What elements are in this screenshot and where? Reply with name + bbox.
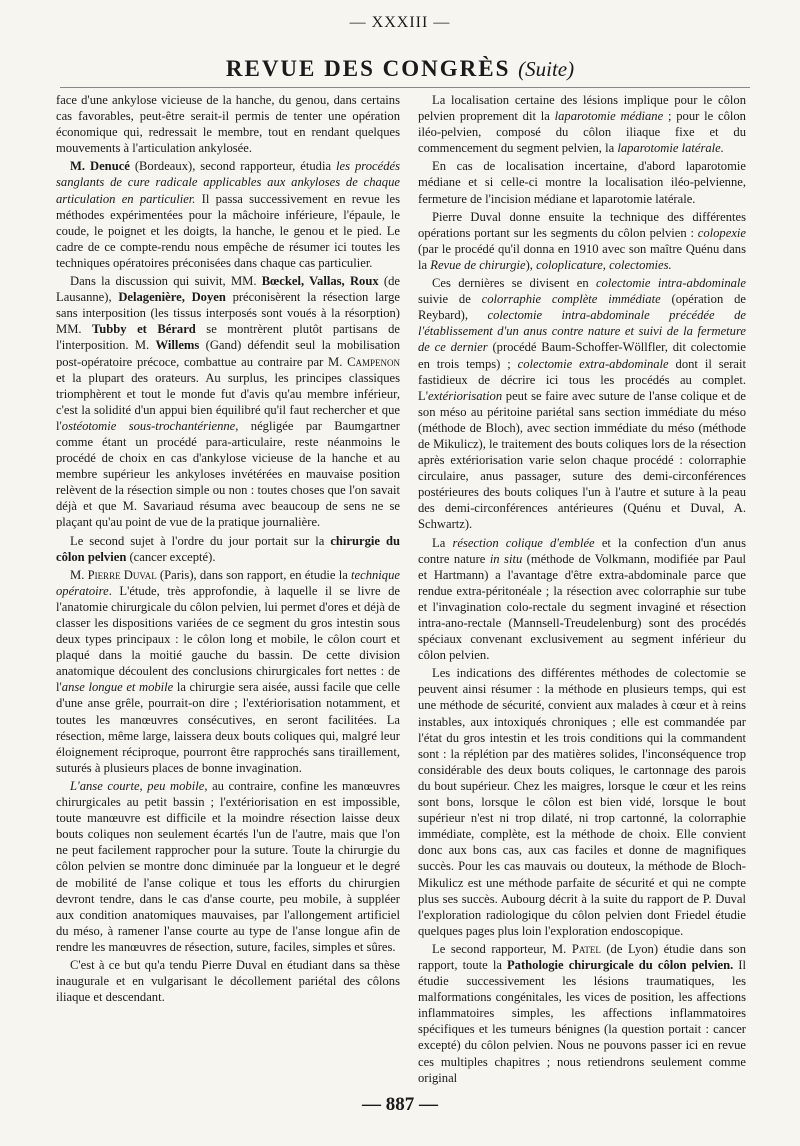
text-run: et la plupart des orateurs. Au surplus, les principes classiques triomphèrent et tout le monde fut d'avis qu'au membre inférieur, c'est la solidité d'un appui bien équilibré qu'il faut rechercher et que l' xyxy=(56,370,400,433)
paragraph: C'est à ce but qu'a tendu Pierre Duval en étudiant dans sa thèse inaugurale et en vulgarisant le décollement pariétal des côlons iliaque et descendant. xyxy=(56,957,400,1005)
italic-run: colectomie extra-abdominale xyxy=(517,356,669,371)
text-run: . L'étude, très approfondie, à laquelle il se livre de l'anatomie chirurgicale du côlon pelvien, lui permet d'ores et déjà de classer les dispositions variées de ce segment du gros intestin sous deux types principaux : le côlon long et mobile, le côlon court et plaqué dans la moitié gauche du bassin. De cette division anatomique découlent des conclusions chirurgicales fort nettes : de l' xyxy=(56,583,400,695)
left-column xyxy=(56,92,400,1005)
paragraph xyxy=(56,533,400,565)
text-run: Pierre Duval donne ensuite la technique des différentes opérations portant sur les segments du côlon pelvien : xyxy=(418,209,746,240)
header-rule xyxy=(60,87,750,88)
text-run: préconisèrent la résection large sans interposition (les tissus interposés sont voués à la résorption) MM. xyxy=(56,290,400,337)
text-run: La xyxy=(432,535,453,550)
text-run: (de Lyon) étudie dans son rapport, toute la xyxy=(418,941,746,972)
italic-run: L'anse courte, peu mobile xyxy=(70,778,205,793)
italic-run: colectomie intra-abdominale précédée de l'établissement d'un anus contre nature et suivi de la fermeture de ce dernier xyxy=(418,308,746,355)
text-run: (par le procédé qu'il donna en 1910 avec son maître Quénu dans la xyxy=(418,241,746,272)
italic-run: colorraphie complète immédiate xyxy=(481,292,661,307)
person-name: M. Denucé xyxy=(70,159,130,174)
italic-run: laparotomie latérale. xyxy=(617,141,724,156)
topic-heading: chirurgie du côlon pelvien xyxy=(56,533,400,564)
text-run: (Gand) défendit seul la mobilisation post-opératoire précoce, combattue au contraire par M. xyxy=(56,338,400,369)
running-title xyxy=(0,56,800,82)
paragraph xyxy=(418,535,746,664)
small-caps-name: Campenon xyxy=(347,354,400,369)
text-run: dont il serait fastidieux de décrire ici tous les procédés au complet. L' xyxy=(418,356,746,403)
paragraph xyxy=(418,92,746,156)
text-run: La localisation certaine des lésions implique pour le côlon pelvien proprement dit la xyxy=(418,93,746,124)
italic-run: anse longue et mobile xyxy=(61,680,174,695)
text-run: , négligée par Baumgartner comme étant un procédé para-articulaire, reste néanmoins le procédé de choix en cas d'ankylose vicieuse de la hanche et au membre supérieur les ankyloses invétérées en mauvaise position relèvent de la résection simple ou non : toutes choses que l'on savait déjà et que M. Savariaud résuma avec beaucoup de sens ne se plaçant qu'au point de vue de la pratique journalière. xyxy=(56,418,400,530)
paragraph: En cas de localisation incertaine, d'abord laparotomie médiane et si celle-ci montre la localisation iléo-pelvienne, fermeture de l'incision médiane et laparotomie latérale. xyxy=(418,159,746,206)
text-run: , au contraire, confine les manœuvres chirurgicales au petit bassin ; l'extériorisation en est impossible, toute manœuvre est difficile et la moindre résection laisse deux bouts coliques non seulement écartés l'un de l'autre, mais que l'on ne peut facilement rapprocher pour la suture. Toute la chirurgie du côlon pelvien se montre donc diminuée par la longueur et le degré de mobilité de l'anse colique et tous les efforts du chirurgien devront tendre, dans le cas d'anse courte, peu mobile, à suppléer aux condition anatomiques mauvaises, par l'allongement artificiel du méso, à ramener l'anse courte au type de l'anse longue afin de rendre les manœuvres de résection, suture, faciles, simples et sûres. xyxy=(56,778,400,954)
text-run: Ces dernières se divisent en xyxy=(432,276,596,291)
paragraph xyxy=(56,778,400,955)
person-name: Tubby et Bérard xyxy=(92,322,196,337)
paragraph: Les indications des différentes méthodes de colectomie se peuvent ainsi résumer : la méthode en plusieurs temps, qui est une méthode de sécurité, convient aux malades à cœur et à reins instables, aux intoxiqués chroniques ; elle est commandée par l'état du gros intestin et les trois conditions qui la commandent sont : la réplétion par des matières solides, l'inconséquence trop considérable des deux bouts coliques, le cartonnage des parois du bout supérieur. Chez les maigres, lorsque le cœur et les reins sont bons, lorsque le côlon est bien vidé, lorsque le bout supérieur n'est ni trop dilaté, ni trop cartonné, la colorraphie immédiate, complète, est la méthode de choix. Elle convient donc aux bons cas, aux cas faciles et donne de magnifiques succès. Pour les cas mauvais ou douteux, la méthode de Bloch-Mikulicz est une méthode parfaite de sécurité et qui ne compte plus ses succès. Aubourg décrit à la suite du rapport de P. Duval l'exploration radiologique du côlon pelvien dont Friedel étudie quelques pages plus loin l'exploration endoscopique. xyxy=(418,666,746,938)
paragraph xyxy=(56,567,400,776)
text-run: peut se faire avec suture de l'anse colique et de son méso au péritoine pariétal sans section immédiate du méso (méthode de Bloch), avec section immédiate du méso (méthode de Mikulicz), le traitement des bouts coliques lors de la résection après extériorisation varie selon chaque procédé : colorraphie circulaire, anus passager, suture des demi-circonférences postérieures des bouts coliques l'un à l'autre et suture à la peau des demi-circonférences antérieures (Quénu et Duval, A. Schwartz). xyxy=(418,388,746,532)
text-run: Il étudie successivement les lésions traumatiques, les malformations congénitales, les vices de position, les affections inflammatoires simples, les affections inflammatoires spécifiques et les tumeurs bénignes (la question portait : cancer excepté) du côlon pelvien. Nous ne pouvons passer ici en revue ces multiples chapitres ; nous retiendrons seulement comme original xyxy=(418,957,747,1085)
text-run: (procédé Baum-Schoffer-Wöllfler, dit colectomie en trois temps) ; xyxy=(418,340,746,371)
text-run: se montrèrent plutôt partisans de l'interposition. M. xyxy=(56,322,400,353)
text-run: Le second sujet à l'ordre du jour portait sur la xyxy=(70,533,331,548)
italic-run: ostéotomie sous-trochantérienne xyxy=(61,418,236,433)
text-run: ; pour le côlon iléo-pelvien, composé du côlon iliaque fixe et du commencement du segment pelvien, la xyxy=(418,109,746,156)
text-run: (cancer excepté). xyxy=(126,549,216,564)
italic-run: Revue de chirurgie xyxy=(430,257,526,272)
paragraph xyxy=(418,275,746,533)
text-run: (Paris), dans son rapport, en étudie la xyxy=(156,567,352,582)
italic-run: laparotomie médiane xyxy=(554,109,664,124)
topic-heading: Pathologie chirurgicale du côlon pelvien. xyxy=(506,957,734,972)
small-caps-name: M. Pierre Duval xyxy=(70,567,157,582)
text-run: (méthode de Volkmann, modifiée par Paul et Hartmann) a l'avantage d'être extra-abdominale parce que rendue extra-péritonéale ; la résection avec colorraphie sur tube et l'invagination colo-rectale du segment invaginé et résection intra-ano-rectale (Mannsell-Treudelenburg) sont des procédés spéciaux convenant exclusivement au segment inférieur du côlon pelvien. xyxy=(418,551,747,663)
text-run: (de Lausanne), xyxy=(56,274,400,305)
italic-run: colectomie intra-abdominale xyxy=(595,276,746,291)
person-name: Willems xyxy=(155,338,200,353)
text-run: (Bordeaux), second rapporteur, étudia xyxy=(129,159,337,174)
text-run: et la confection d'un anus contre nature xyxy=(418,535,747,566)
italic-run: technique opératoire xyxy=(56,567,400,598)
paragraph xyxy=(418,209,746,273)
text-run: Il passa successivement en revue les méthodes expérimentées pour la mâchoire inférieure, l'épaule, le coude, le poignet et les doigts, la hanche, le genou et le pied. Le cadre de ce compte-rendu nous empêche de résumer ici toutes les techniques opératoires préconisées dans chaque cas particulier. xyxy=(56,191,400,270)
italic-run: les procédés sanglants de cure radicale applicables aux ankyloses de chaque articulation en particulier. xyxy=(56,159,400,206)
text-run: Le second rapporteur, M. xyxy=(432,941,572,956)
page-folio: — XXXIII — xyxy=(349,14,451,31)
page-number: — 887 — xyxy=(362,1094,438,1115)
paragraph xyxy=(418,941,746,1086)
italic-run: colopexie xyxy=(697,225,746,240)
small-caps-name: Patel xyxy=(571,941,601,956)
text-run: la chirurgie sera aisée, aussi facile que celle d'une anse grêle, pourrait-on dire ; l'extériorisation notamment, et toutes les manœuvres consécutives, en seront facilitées. La résection, même large, laissera deux bouts coliques qui, malgré leur éloignement réciproque, pourront être rapprochés sans tiraillement, suturés à plusieurs places de bonne invagination. xyxy=(56,680,400,775)
paragraph: face d'une ankylose vicieuse de la hanche, du genou, dans certains cas favorables, peut-être serait-il permis de tenter une opération économique qui, redressait le membre, tout en rendant quelques mouvements à l'articulation ankylosée. xyxy=(56,93,400,156)
running-title-suite: (Suite) xyxy=(518,57,575,81)
text-run: (opération de Reybard), xyxy=(418,292,746,323)
italic-run: résection colique d'emblée xyxy=(452,535,595,550)
text-run: ), xyxy=(525,257,537,272)
paragraph xyxy=(56,273,400,531)
text-run: Dans la discussion qui suivit, MM. xyxy=(70,274,262,289)
paragraph xyxy=(56,158,400,271)
text-run: suivie de xyxy=(418,292,482,307)
person-name: Delagenière, Doyen xyxy=(118,290,226,305)
italic-run: extériorisation xyxy=(427,388,503,403)
right-column xyxy=(418,92,746,1086)
italic-run: coloplicature, colectomies. xyxy=(536,257,672,272)
person-name: Bœckel, Vallas, Roux xyxy=(261,274,379,289)
italic-run: in situ xyxy=(489,551,523,566)
running-title-text: REVUE DES CONGRÈS xyxy=(225,56,511,81)
